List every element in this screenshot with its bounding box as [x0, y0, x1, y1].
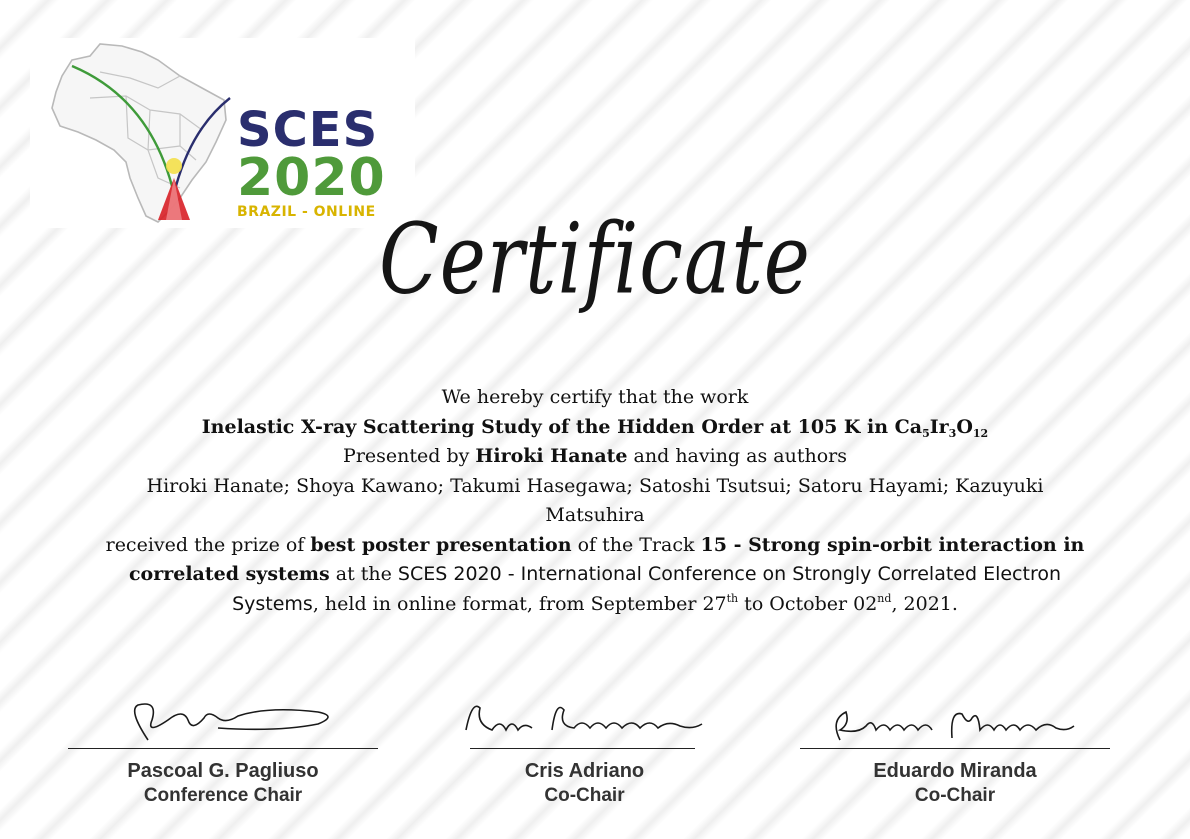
logo-wordmark: [237, 102, 386, 220]
signer-role: Co-Chair: [544, 785, 625, 806]
presenter-name: Hiroki Hanate: [475, 445, 628, 467]
signature-adriano-icon: [452, 690, 717, 750]
certificate-body: [100, 383, 1090, 619]
signer-name: Eduardo Miranda: [873, 760, 1037, 782]
work-title: Inelastic X-ray Scattering Study of the Hidden Order at 105 K in $Ca_5Ir_3O_{12}$: [201, 415, 989, 440]
presented-line: Presented by Hiroki Hanate and having as authors: [343, 445, 847, 467]
track-name: 15 - Strong spin-orbit interaction in correlated systems: [128, 533, 1085, 585]
signer-name: Pascoal G. Pagliuso: [127, 760, 319, 782]
certificate-heading: Certificate: [379, 203, 811, 317]
authors-line: Hiroki Hanate; Shoya Kawano; Takumi Hasegawa; Satoshi Tsutsui; Satoru Hayami; Kazuyuki Matsuhira: [146, 474, 1044, 526]
intro-line: We hereby certify that the work: [441, 386, 749, 408]
signer-name: Cris Adriano: [524, 760, 645, 782]
logo-sces: SCES: [237, 102, 379, 158]
logo-subtitle: BRAZIL - ONLINE: [237, 204, 376, 220]
signature-pagliuso-icon: [68, 690, 378, 750]
conference-name: SCES 2020 - International Conference on Strongly Correlated Electron Systems: [232, 563, 1062, 615]
signer-role: Co-Chair: [914, 785, 996, 806]
signer-role: Conference Chair: [143, 785, 303, 806]
prize-name: best poster presentation: [310, 533, 572, 556]
signature-miranda-icon: [800, 690, 1110, 750]
logo-year: 2020: [237, 148, 386, 208]
conference-logo: [30, 38, 415, 228]
prize-paragraph: received the prize of best poster presentation of the Track 15 - Strong spin-orbit interaction in correlated systems at the SCES 2020 - International Conference on Strongly Correlated Electron Systems, held in online format, from September 27th to October 02nd, 2021.: [105, 533, 1085, 615]
